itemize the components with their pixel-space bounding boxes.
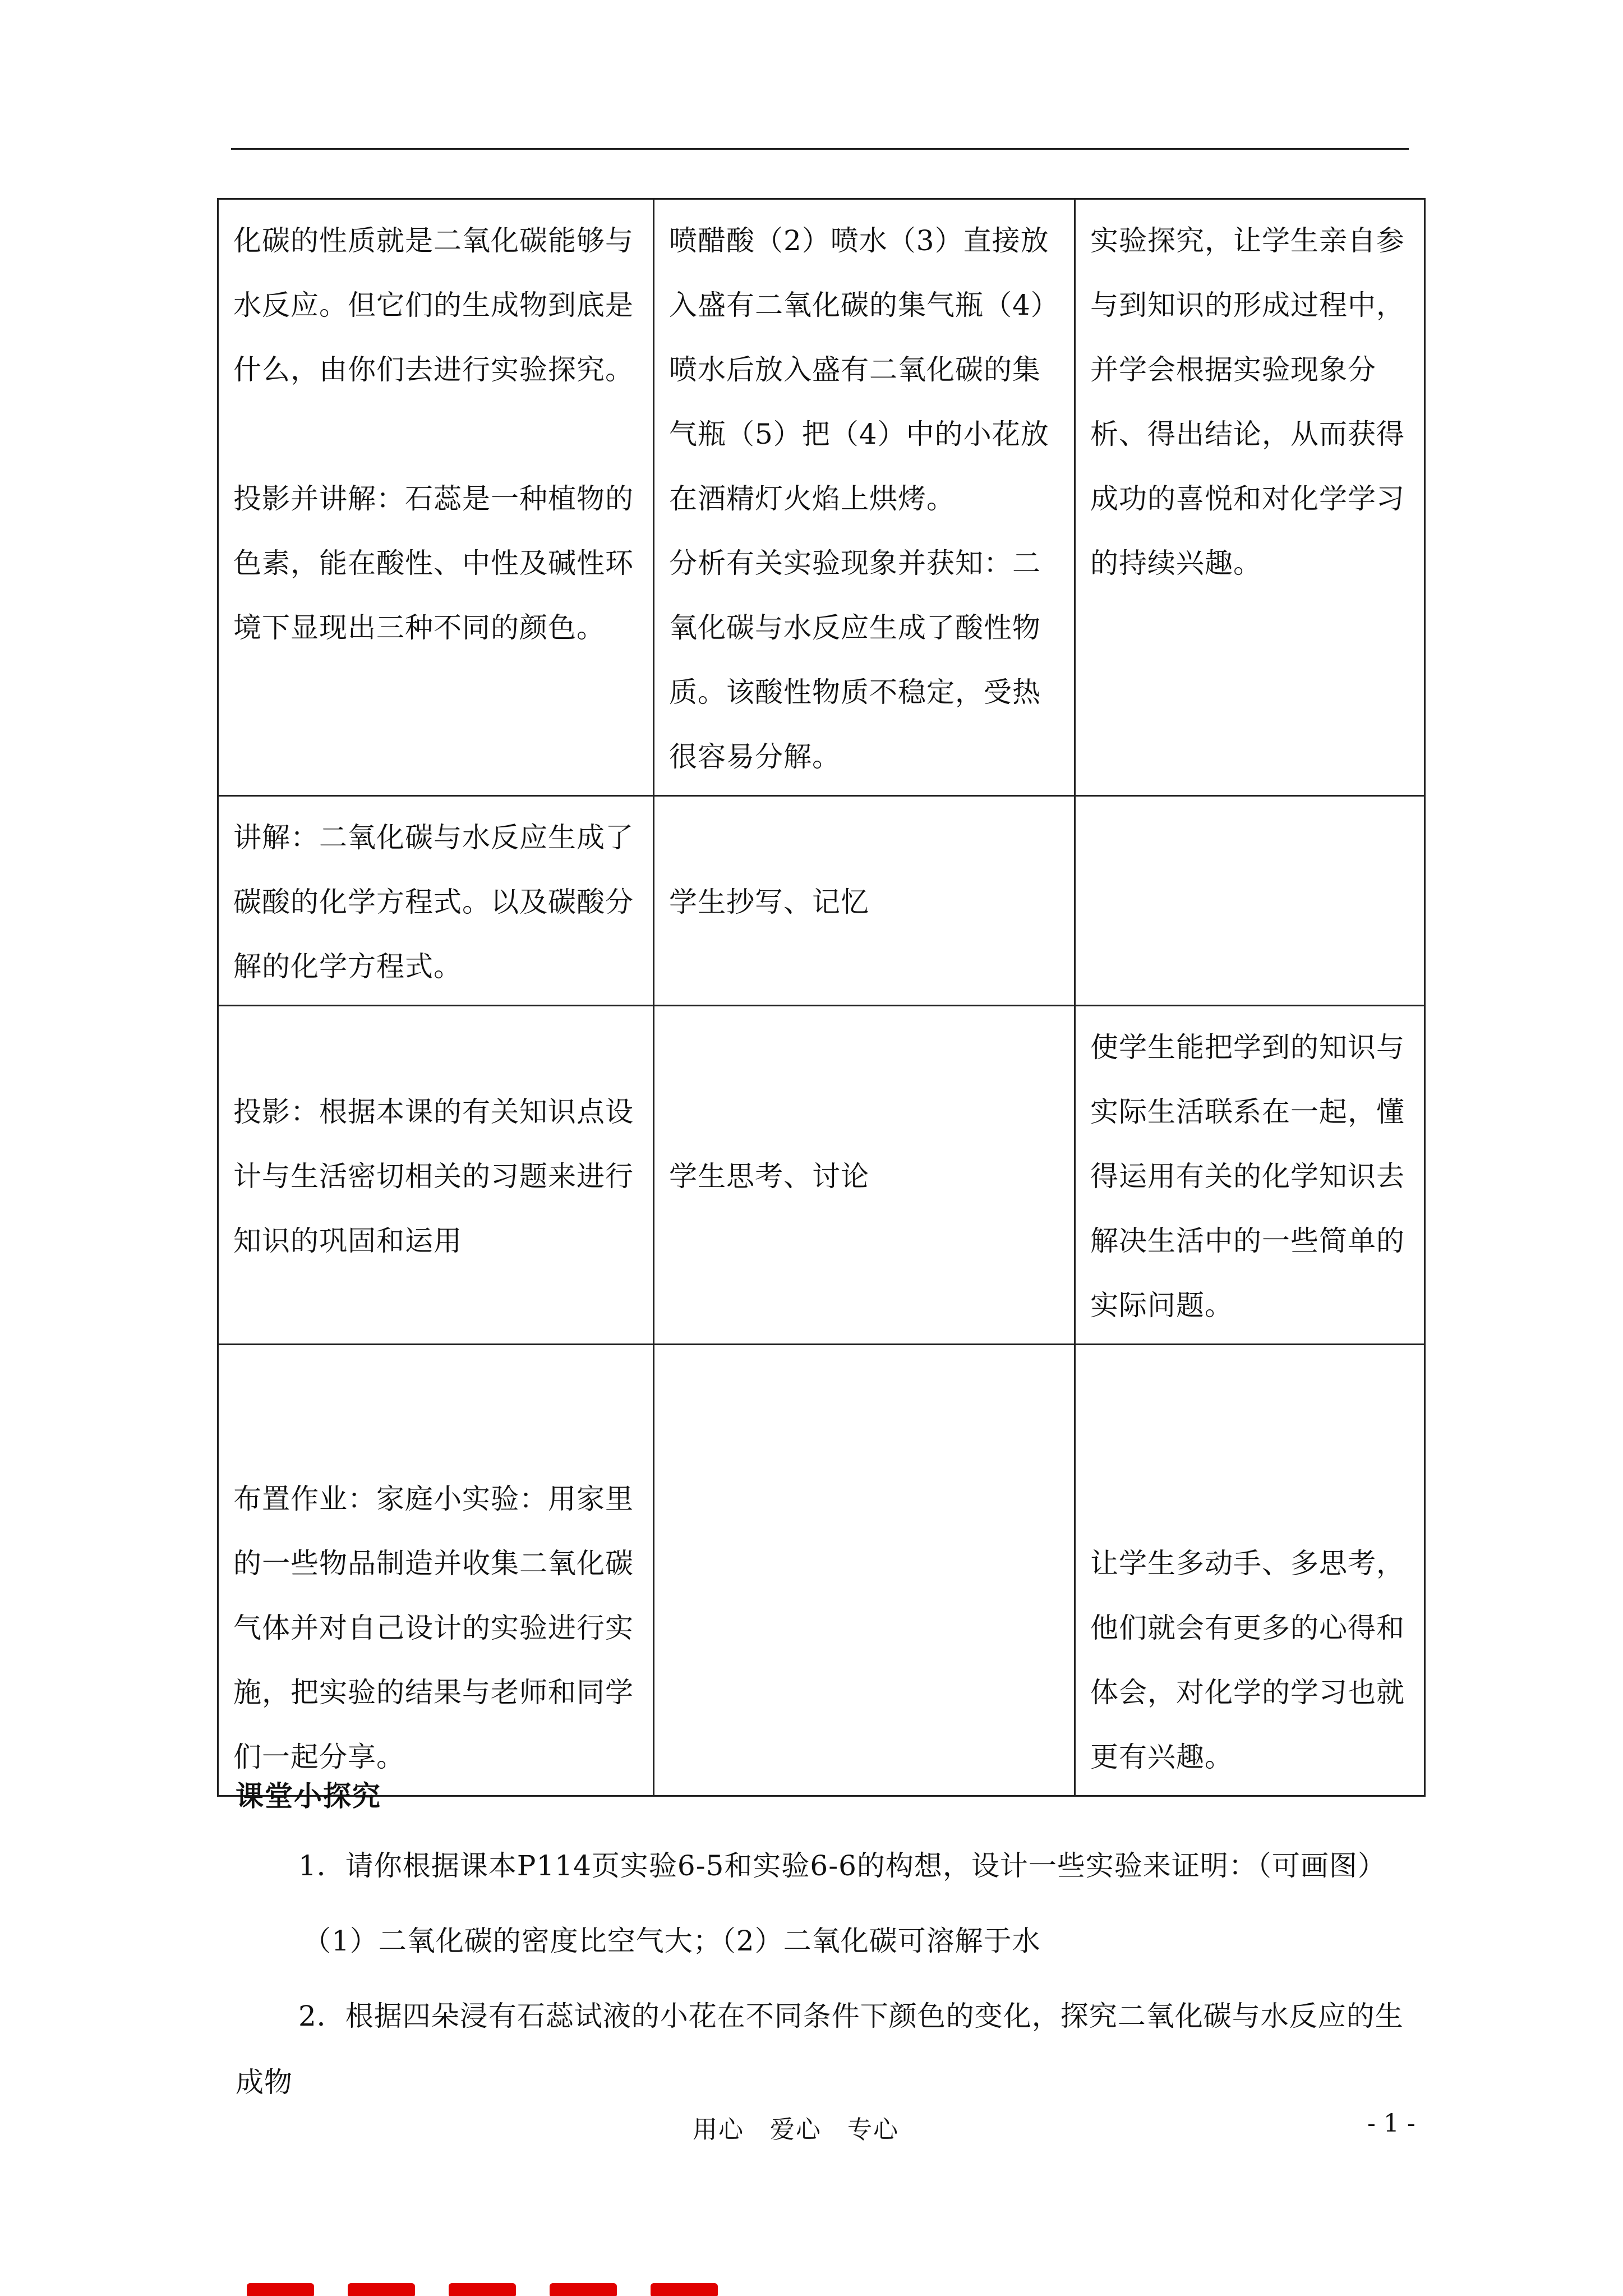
table-row [218,1006,1425,1345]
cell-text: 喷醋酸（2）喷水（3）直接放入盛有二氧化碳的集气瓶（4）喷水后放入盛有二氧化碳的集气瓶（5）把（4）中的小花放在酒精灯火焰上烘烤。 [669,224,1059,515]
question-2: 2．根据四朵浸有石蕊试液的小花在不同条件下颜色的变化，探究二氧化碳与水反应的生 [298,2000,1404,2032]
red-mark [651,2283,718,2296]
teacher-activity-cell [218,796,654,1006]
student-activity-cell [654,1345,1075,1796]
red-mark [449,2283,516,2296]
student-activity-cell [654,1006,1075,1345]
paragraph-gap [233,402,638,467]
cell-text: 学生抄写、记忆 [669,886,869,918]
cell-text: 分析有关实验现象并获知：二氧化碳与水反应生成了酸性物质。该酸性物质不稳定，受热很容易分解。 [669,547,1041,773]
design-intent-cell [1075,796,1425,1006]
table-row [218,1345,1425,1796]
student-activity-cell [654,796,1075,1006]
cell-text: 投影并讲解：石蕊是一种植物的色素，能在酸性、中性及碱性环境下显现出三种不同的颜色。 [233,482,634,644]
teacher-activity-cell [218,1006,654,1345]
table-row [218,796,1425,1006]
cell-text: 布置作业：家庭小实验：用家里的一些物品制造并收集二氧化碳气体并对自己设计的实验进行实施，把实验的结果与老师和同学们一起分享。 [233,1483,634,1773]
design-intent-cell [1075,1006,1425,1345]
red-mark [348,2283,415,2296]
header-rule [231,148,1409,150]
red-mark [550,2283,617,2296]
cell-text: 让学生多动手、多思考，他们就会有更多的心得和体会，对化学的学习也就更有兴趣。 [1090,1547,1405,1773]
cell-text: 使学生能把学到的知识与实际生活联系在一起，懂得运用有关的化学知识去解决生活中的一些简单的实际问题。 [1090,1031,1405,1322]
footer-motto: 用心 爱心 专心 [693,2115,899,2144]
teacher-activity-cell [218,199,654,796]
red-watermark-strip [247,2277,751,2296]
question-1-sub: （1）二氧化碳的密度比空气大；（2）二氧化碳可溶解于水 [303,1925,1041,1957]
student-activity-cell [654,199,1075,796]
design-intent-cell [1075,199,1425,796]
design-intent-cell [1075,1345,1425,1796]
cell-text: 讲解：二氧化碳与水反应生成了碳酸的化学方程式。以及碳酸分解的化学方程式。 [233,821,634,983]
section-title: 课堂小探究 [236,1779,381,1812]
cell-text: 实验探究，让学生亲自参与到知识的形成过程中，并学会根据实验现象分析、得出结论，从而获得成功的喜悦和对化学学习的持续兴趣。 [1090,224,1405,579]
table-row [218,199,1425,796]
teacher-activity-cell [218,1345,654,1796]
cell-text: 投影：根据本课的有关知识点设计与生活密切相关的习题来进行知识的巩固和运用 [233,1096,634,1257]
question-2-continued: 成物 [236,2066,293,2099]
lesson-table [217,198,1426,1797]
question-1: 1．请你根据课本P114页实验6-5和实验6-6的构想，设计一些实验来证明：（可画图） [298,1849,1386,1882]
cell-text: 学生思考、讨论 [669,1160,869,1193]
cell-text: 化碳的性质就是二氧化碳能够与水反应。但它们的生成物到底是什么，由你们去进行实验探究。 [233,224,634,386]
page-number: - 1 - [1367,2109,1415,2138]
red-mark [247,2283,314,2296]
